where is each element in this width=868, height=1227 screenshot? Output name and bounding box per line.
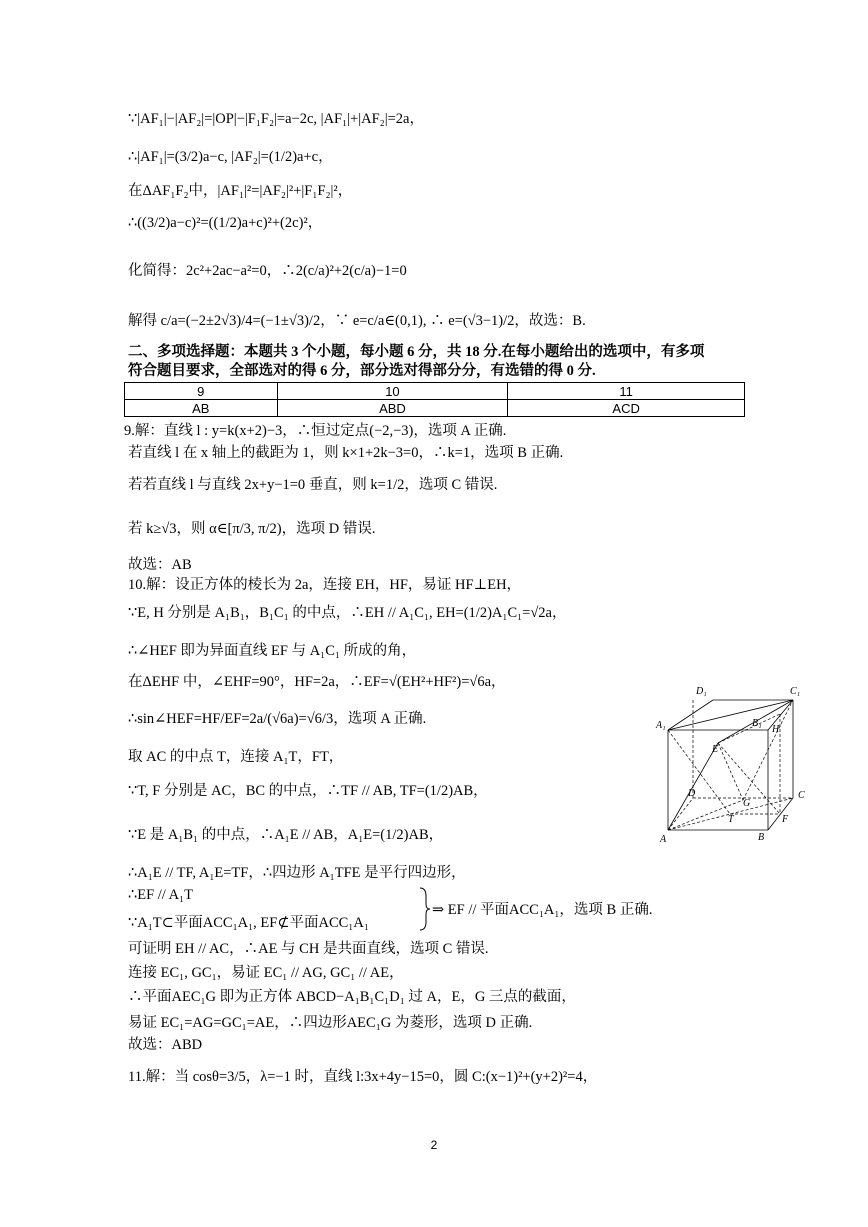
- text-line: 故选：ABD: [128, 1037, 203, 1053]
- table-cell: AB: [125, 400, 278, 417]
- text-line: ∵E 是 A₁B₁ 的中点，∴A₁E // AB，A₁E=(1/2)AB，: [128, 827, 444, 843]
- vertex-label: E: [712, 744, 719, 755]
- vertex-label: B: [758, 832, 765, 843]
- text-line: 可证明 EH // AC，∴AE 与 CH 是共面直线，选项 C 错误.: [128, 941, 489, 957]
- table-row: [125, 400, 745, 417]
- text-line: 9.解：直线 l : y=k(x+2)−3，∴恒过定点(−2,−3)，选项 A 正确.: [124, 423, 507, 439]
- vertex-label: A: [660, 834, 667, 845]
- text-line: ∵A₁T⊂平面ACC₁A₁, EF⊄平面ACC₁A₁: [128, 915, 369, 931]
- vertex-label: G: [743, 798, 751, 809]
- text-line: 在ΔAF₁F₂中，|AF₁|²=|AF₂|²+|F₁F₂|²，: [128, 183, 353, 199]
- table-row: [125, 383, 745, 400]
- vertex-label: D: [688, 788, 696, 799]
- text-line: ∵T, F 分别是 AC，BC 的中点，∴TF // AB, TF=(1/2)AB，: [128, 783, 488, 799]
- vertex-label: C: [798, 790, 805, 801]
- text-line: ∴|AF₁|=(3/2)a−c, |AF₂|=(1/2)a+c，: [128, 149, 333, 165]
- text-line: 连接 EC₁, GC₁，易证 EC₁ // AG, GC₁ // AE，: [128, 965, 404, 981]
- text-line: ∴∠HEF 即为异面直线 EF 与 A₁C₁ 所成的角，: [128, 643, 417, 659]
- table-cell: ACD: [508, 400, 745, 417]
- table-header-cell: 11: [508, 383, 745, 400]
- text-line: 取 AC 的中点 T，连接 A₁T，FT，: [128, 749, 344, 765]
- text-line: 10.解：设正方体的棱长为 2a，连接 EH，HF，易证 HF⊥EH，: [128, 577, 522, 593]
- table-header-cell: 10: [277, 383, 508, 400]
- text-line: 化简得：2c²+2ac−a²=0，∴2(c/a)²+2(c/a)−1=0: [128, 263, 407, 279]
- vertex-label: F: [782, 814, 789, 825]
- section-heading: 符合题目要求，全部选对的得 6 分，部分选对得部分分，有选错的得 0 分.: [128, 363, 596, 379]
- vertex-label: C₁: [790, 686, 801, 697]
- vertex-label: A₁: [656, 720, 666, 731]
- table-header-cell: 9: [125, 383, 278, 400]
- vertex-label: D₁: [696, 686, 707, 697]
- text-line: 故选：AB: [128, 557, 192, 573]
- brace-icon: [418, 886, 432, 932]
- cube-figure: [648, 680, 818, 850]
- vertex-label: B₁: [752, 718, 762, 729]
- text-line: ∴A₁E // TF, A₁E=TF，∴四边形 A₁TFE 是平行四边形，: [128, 865, 466, 881]
- text-line: 11.解：当 cosθ=3/5，λ=−1 时，直线 l:3x+4y−15=0，圆 C:(x−1)²+(y+2)²=4，: [128, 1069, 598, 1085]
- table-cell: ABD: [277, 400, 508, 417]
- text-line: ∴EF // A₁T: [128, 887, 194, 903]
- vertex-label: H: [772, 724, 780, 735]
- text-line: 若 k≥√3，则 α∈[π/3, π/2)，选项 D 错误.: [128, 521, 376, 537]
- text-line: 在ΔEHF 中，∠EHF=90°，HF=2a，∴EF=√(EH²+HF²)=√6a，: [128, 674, 506, 690]
- text-line: 易证 EC₁=AG=GC₁=AE，∴四边形AEC₁G 为菱形，选项 D 正确.: [128, 1015, 533, 1031]
- text-line: 若直线 l 在 x 轴上的截距为 1，则 k×1+2k−3=0，∴k=1，选项 B 正确.: [128, 445, 564, 461]
- text-line: 解得 c/a=(−2±2√3)/4=(−1±√3)/2，∵ e=c/a∈(0,1), ∴ e=(√3−1)/2，故选：B.: [128, 313, 586, 329]
- answer-table: [124, 382, 745, 417]
- text-line: ⇒ EF // 平面ACC₁A₁，选项 B 正确.: [432, 902, 653, 918]
- text-line: ∴sin∠HEF=HF/EF=2a/(√6a)=√6/3，选项 A 正确.: [128, 711, 427, 727]
- page-number: 2: [430, 1138, 438, 1152]
- text-line: ∵E, H 分别是 A₁B₁，B₁C₁ 的中点，∴EH // A₁C₁, EH=(1/2)A₁C₁=√2a，: [128, 605, 567, 621]
- text-line: ∵|AF₁|−|AF₂|=|OP|−|F₁F₂|=a−2c, |AF₁|+|AF₂|=2a，: [128, 111, 424, 127]
- vertex-label: T: [728, 814, 734, 825]
- text-line: ∴平面AEC₁G 即为正方体 ABCD−A₁B₁C₁D₁ 过 A，E，G 三点的截面，: [128, 989, 576, 1005]
- section-heading: 二、多项选择题：本题共 3 个小题，每小题 6 分，共 18 分.在每小题给出的选项中，有多项: [128, 344, 705, 360]
- text-line: ∴((3/2)a−c)²=((1/2)a+c)²+(2c)²，: [128, 215, 323, 231]
- text-line: 若若直线 l 与直线 2x+y−1=0 垂直，则 k=1/2，选项 C 错误.: [128, 477, 498, 493]
